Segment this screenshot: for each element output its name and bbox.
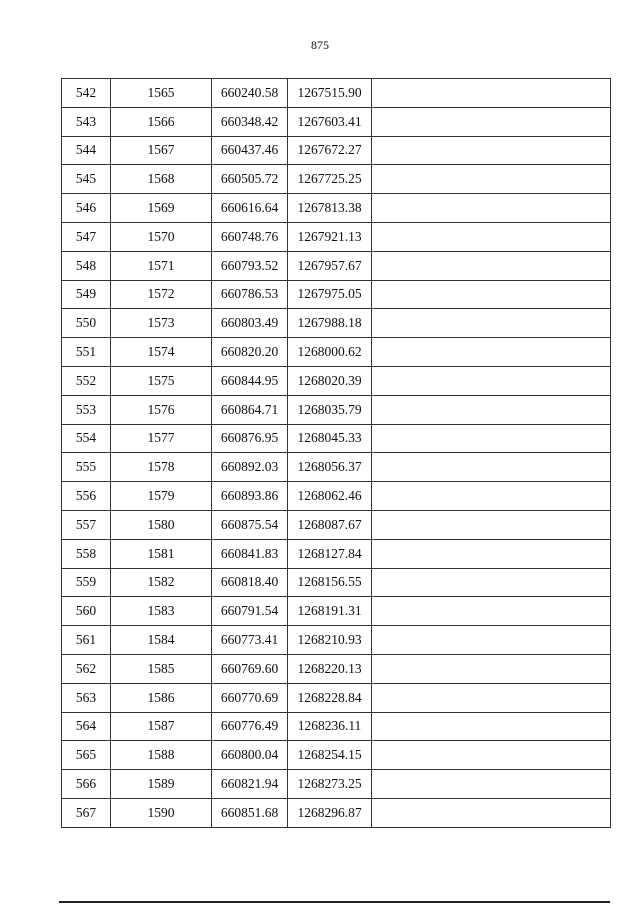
point-number-cell: 1576 xyxy=(111,395,212,424)
note-cell xyxy=(372,309,611,338)
note-cell xyxy=(372,338,611,367)
table-row xyxy=(62,338,611,367)
row-index-cell: 543 xyxy=(62,107,111,136)
table-row xyxy=(62,165,611,194)
y-coordinate-cell: 1267975.05 xyxy=(288,280,372,309)
table-row xyxy=(62,626,611,655)
point-number-cell: 1582 xyxy=(111,568,212,597)
y-coordinate-cell: 1267603.41 xyxy=(288,107,372,136)
table-row xyxy=(62,510,611,539)
x-coordinate-cell: 660876.95 xyxy=(212,424,288,453)
note-cell xyxy=(372,654,611,683)
row-index-cell: 545 xyxy=(62,165,111,194)
y-coordinate-cell: 1268035.79 xyxy=(288,395,372,424)
table-row xyxy=(62,107,611,136)
x-coordinate-cell: 660841.83 xyxy=(212,539,288,568)
point-number-cell: 1575 xyxy=(111,366,212,395)
y-coordinate-cell: 1268273.25 xyxy=(288,770,372,799)
y-coordinate-cell: 1267957.67 xyxy=(288,251,372,280)
coordinates-table-body xyxy=(62,79,611,828)
note-cell xyxy=(372,222,611,251)
note-cell xyxy=(372,482,611,511)
note-cell xyxy=(372,510,611,539)
note-cell xyxy=(372,568,611,597)
note-cell xyxy=(372,165,611,194)
point-number-cell: 1568 xyxy=(111,165,212,194)
table-row xyxy=(62,79,611,108)
table-row xyxy=(62,770,611,799)
table-row xyxy=(62,194,611,223)
y-coordinate-cell: 1268000.62 xyxy=(288,338,372,367)
note-cell xyxy=(372,597,611,626)
table-row xyxy=(62,683,611,712)
point-number-cell: 1590 xyxy=(111,798,212,827)
y-coordinate-cell: 1268236.11 xyxy=(288,712,372,741)
y-coordinate-cell: 1267921.13 xyxy=(288,222,372,251)
note-cell xyxy=(372,770,611,799)
x-coordinate-cell: 660786.53 xyxy=(212,280,288,309)
y-coordinate-cell: 1268220.13 xyxy=(288,654,372,683)
note-cell xyxy=(372,251,611,280)
y-coordinate-cell: 1268020.39 xyxy=(288,366,372,395)
point-number-cell: 1579 xyxy=(111,482,212,511)
y-coordinate-cell: 1268254.15 xyxy=(288,741,372,770)
table-row xyxy=(62,424,611,453)
point-number-cell: 1571 xyxy=(111,251,212,280)
x-coordinate-cell: 660348.42 xyxy=(212,107,288,136)
point-number-cell: 1573 xyxy=(111,309,212,338)
row-index-cell: 546 xyxy=(62,194,111,223)
note-cell xyxy=(372,741,611,770)
table-row xyxy=(62,136,611,165)
coordinates-table xyxy=(61,78,611,828)
row-index-cell: 557 xyxy=(62,510,111,539)
y-coordinate-cell: 1267515.90 xyxy=(288,79,372,108)
row-index-cell: 559 xyxy=(62,568,111,597)
table-row xyxy=(62,222,611,251)
table-row xyxy=(62,309,611,338)
row-index-cell: 554 xyxy=(62,424,111,453)
table-row xyxy=(62,597,611,626)
row-index-cell: 553 xyxy=(62,395,111,424)
row-index-cell: 563 xyxy=(62,683,111,712)
note-cell xyxy=(372,424,611,453)
note-cell xyxy=(372,366,611,395)
x-coordinate-cell: 660769.60 xyxy=(212,654,288,683)
x-coordinate-cell: 660776.49 xyxy=(212,712,288,741)
point-number-cell: 1589 xyxy=(111,770,212,799)
point-number-cell: 1569 xyxy=(111,194,212,223)
y-coordinate-cell: 1267672.27 xyxy=(288,136,372,165)
x-coordinate-cell: 660892.03 xyxy=(212,453,288,482)
row-index-cell: 556 xyxy=(62,482,111,511)
note-cell xyxy=(372,136,611,165)
table-row xyxy=(62,741,611,770)
table-row xyxy=(62,539,611,568)
row-index-cell: 566 xyxy=(62,770,111,799)
note-cell xyxy=(372,453,611,482)
table-row xyxy=(62,798,611,827)
note-cell xyxy=(372,79,611,108)
row-index-cell: 564 xyxy=(62,712,111,741)
note-cell xyxy=(372,194,611,223)
note-cell xyxy=(372,712,611,741)
row-index-cell: 565 xyxy=(62,741,111,770)
x-coordinate-cell: 660851.68 xyxy=(212,798,288,827)
y-coordinate-cell: 1268056.37 xyxy=(288,453,372,482)
note-cell xyxy=(372,107,611,136)
y-coordinate-cell: 1267813.38 xyxy=(288,194,372,223)
x-coordinate-cell: 660803.49 xyxy=(212,309,288,338)
row-index-cell: 551 xyxy=(62,338,111,367)
point-number-cell: 1583 xyxy=(111,597,212,626)
point-number-cell: 1565 xyxy=(111,79,212,108)
row-index-cell: 560 xyxy=(62,597,111,626)
point-number-cell: 1577 xyxy=(111,424,212,453)
point-number-cell: 1588 xyxy=(111,741,212,770)
point-number-cell: 1567 xyxy=(111,136,212,165)
note-cell xyxy=(372,280,611,309)
note-cell xyxy=(372,395,611,424)
row-index-cell: 562 xyxy=(62,654,111,683)
footer-rule xyxy=(59,901,610,903)
x-coordinate-cell: 660820.20 xyxy=(212,338,288,367)
x-coordinate-cell: 660240.58 xyxy=(212,79,288,108)
x-coordinate-cell: 660793.52 xyxy=(212,251,288,280)
point-number-cell: 1584 xyxy=(111,626,212,655)
table-row xyxy=(62,482,611,511)
x-coordinate-cell: 660437.46 xyxy=(212,136,288,165)
point-number-cell: 1572 xyxy=(111,280,212,309)
x-coordinate-cell: 660800.04 xyxy=(212,741,288,770)
table-row xyxy=(62,654,611,683)
y-coordinate-cell: 1268127.84 xyxy=(288,539,372,568)
table-row xyxy=(62,453,611,482)
y-coordinate-cell: 1268087.67 xyxy=(288,510,372,539)
y-coordinate-cell: 1268062.46 xyxy=(288,482,372,511)
table-row xyxy=(62,251,611,280)
row-index-cell: 548 xyxy=(62,251,111,280)
y-coordinate-cell: 1268156.55 xyxy=(288,568,372,597)
table-row xyxy=(62,568,611,597)
x-coordinate-cell: 660893.86 xyxy=(212,482,288,511)
table-row xyxy=(62,280,611,309)
row-index-cell: 561 xyxy=(62,626,111,655)
row-index-cell: 544 xyxy=(62,136,111,165)
table-row xyxy=(62,712,611,741)
y-coordinate-cell: 1267988.18 xyxy=(288,309,372,338)
point-number-cell: 1586 xyxy=(111,683,212,712)
row-index-cell: 555 xyxy=(62,453,111,482)
point-number-cell: 1581 xyxy=(111,539,212,568)
row-index-cell: 558 xyxy=(62,539,111,568)
x-coordinate-cell: 660875.54 xyxy=(212,510,288,539)
row-index-cell: 542 xyxy=(62,79,111,108)
row-index-cell: 549 xyxy=(62,280,111,309)
table-row xyxy=(62,395,611,424)
point-number-cell: 1574 xyxy=(111,338,212,367)
y-coordinate-cell: 1267725.25 xyxy=(288,165,372,194)
row-index-cell: 567 xyxy=(62,798,111,827)
note-cell xyxy=(372,798,611,827)
page-number: 875 xyxy=(311,38,329,52)
x-coordinate-cell: 660864.71 xyxy=(212,395,288,424)
y-coordinate-cell: 1268296.87 xyxy=(288,798,372,827)
point-number-cell: 1587 xyxy=(111,712,212,741)
table-row xyxy=(62,366,611,395)
x-coordinate-cell: 660821.94 xyxy=(212,770,288,799)
note-cell xyxy=(372,683,611,712)
row-index-cell: 552 xyxy=(62,366,111,395)
x-coordinate-cell: 660770.69 xyxy=(212,683,288,712)
x-coordinate-cell: 660505.72 xyxy=(212,165,288,194)
point-number-cell: 1566 xyxy=(111,107,212,136)
row-index-cell: 550 xyxy=(62,309,111,338)
y-coordinate-cell: 1268191.31 xyxy=(288,597,372,626)
note-cell xyxy=(372,626,611,655)
point-number-cell: 1580 xyxy=(111,510,212,539)
x-coordinate-cell: 660773.41 xyxy=(212,626,288,655)
x-coordinate-cell: 660818.40 xyxy=(212,568,288,597)
point-number-cell: 1578 xyxy=(111,453,212,482)
x-coordinate-cell: 660616.64 xyxy=(212,194,288,223)
point-number-cell: 1585 xyxy=(111,654,212,683)
y-coordinate-cell: 1268045.33 xyxy=(288,424,372,453)
row-index-cell: 547 xyxy=(62,222,111,251)
note-cell xyxy=(372,539,611,568)
x-coordinate-cell: 660791.54 xyxy=(212,597,288,626)
point-number-cell: 1570 xyxy=(111,222,212,251)
x-coordinate-cell: 660844.95 xyxy=(212,366,288,395)
x-coordinate-cell: 660748.76 xyxy=(212,222,288,251)
y-coordinate-cell: 1268210.93 xyxy=(288,626,372,655)
y-coordinate-cell: 1268228.84 xyxy=(288,683,372,712)
